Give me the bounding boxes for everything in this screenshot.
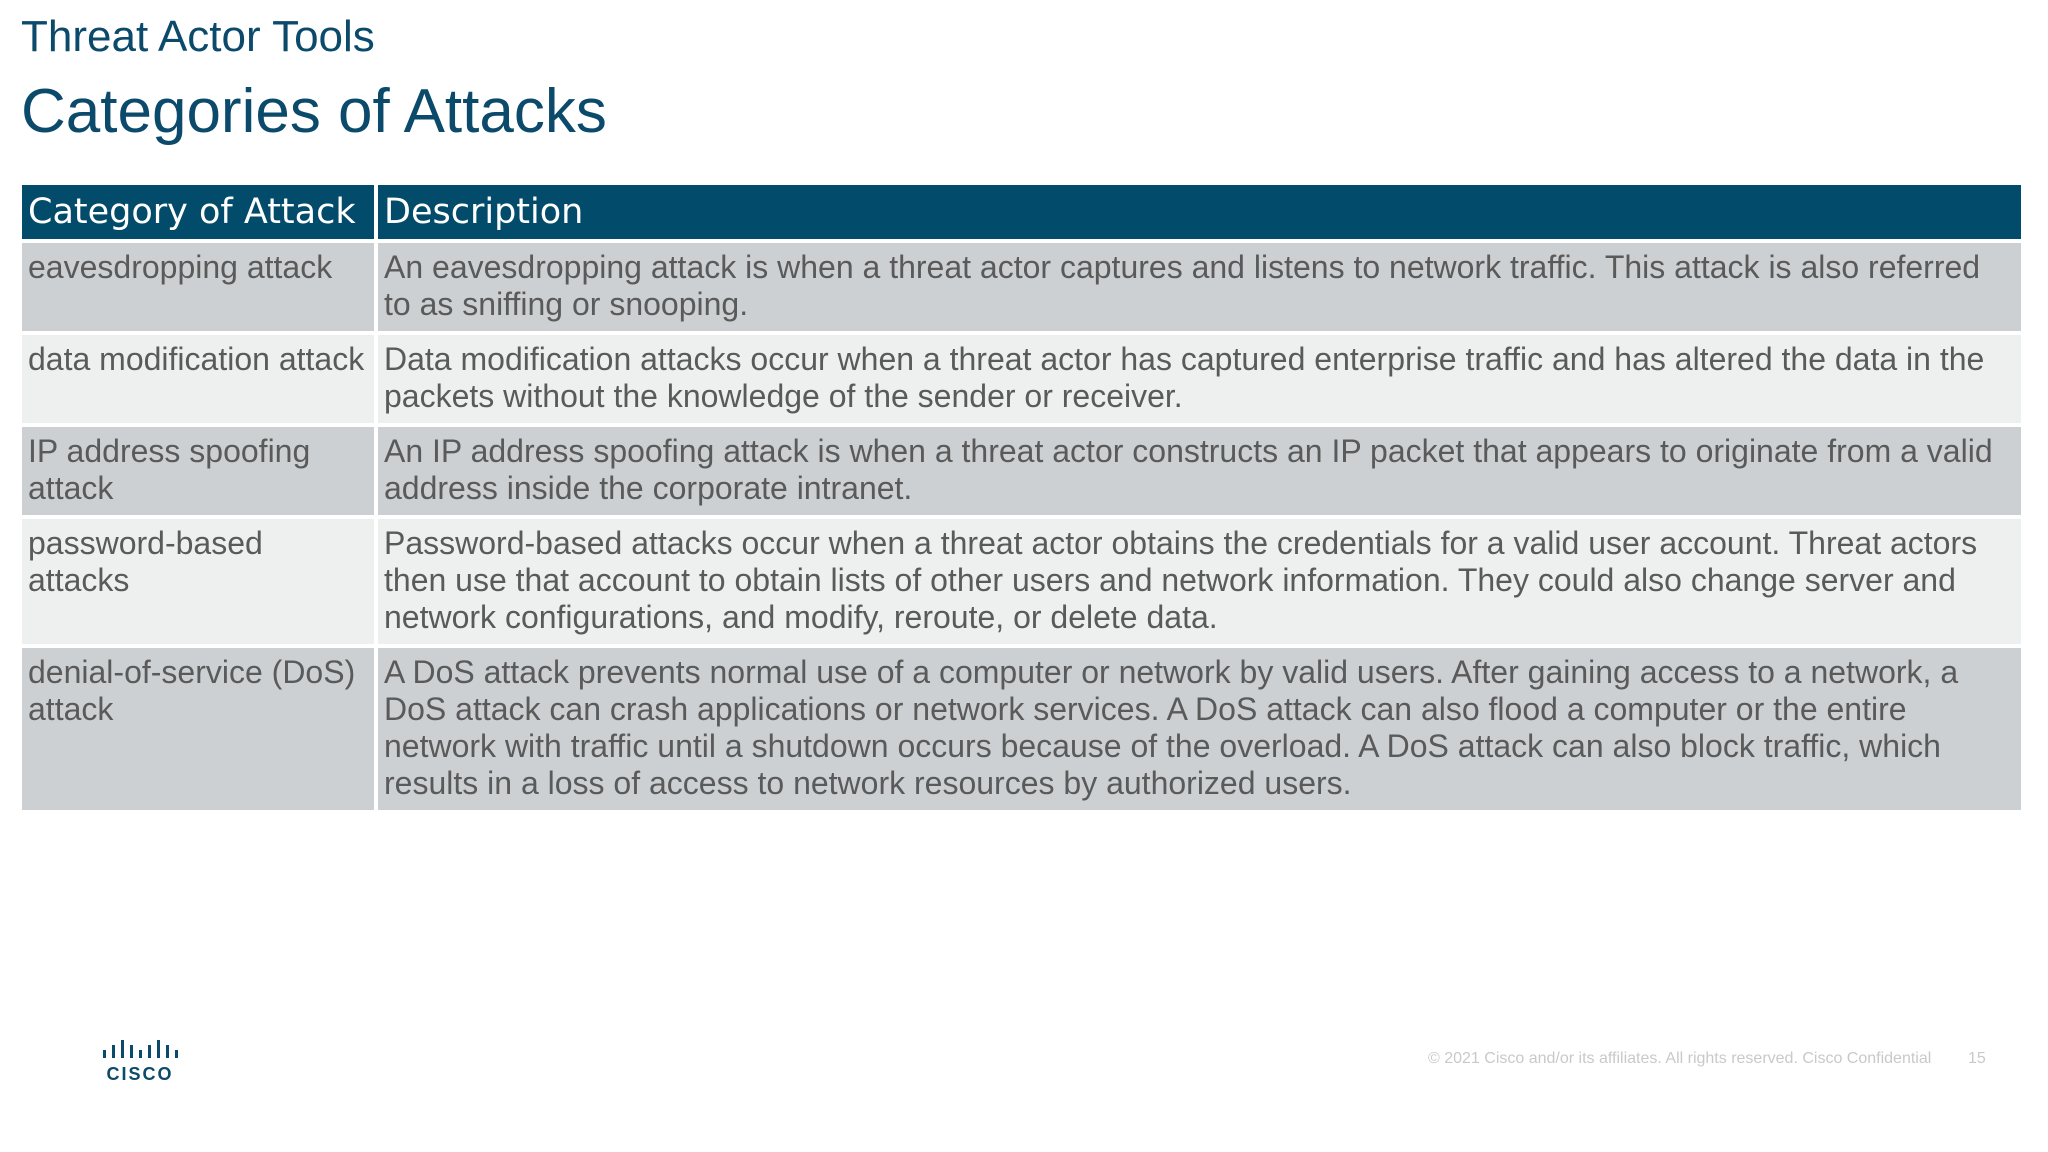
description-cell: An IP address spoofing attack is when a threat actor constructs an IP packet that appears to originate from a valid address inside the corporate intranet. (378, 427, 2021, 515)
category-cell: data modification attack (22, 335, 374, 423)
table-row (22, 335, 2021, 423)
table-row (22, 427, 2021, 515)
category-cell: eavesdropping attack (22, 243, 374, 331)
description-cell: Data modification attacks occur when a threat actor has captured enterprise traffic and has altered the data in the packets without the knowledge of the sender or receiver. (378, 335, 2021, 423)
cisco-logo-icon (100, 1040, 190, 1084)
category-cell: password-based attacks (22, 519, 374, 644)
table-row (22, 519, 2021, 644)
header-category: Category of Attack (22, 185, 374, 239)
description-cell: An eavesdropping attack is when a threat actor captures and listens to network traffic. This attack is also referred to as sniffing or snooping. (378, 243, 2021, 331)
category-cell: IP address spoofing attack (22, 427, 374, 515)
cisco-logo-text: CISCO (106, 1064, 174, 1084)
category-cell: denial-of-service (DoS) attack (22, 648, 374, 810)
description-cell: A DoS attack prevents normal use of a computer or network by valid users. After gaining access to a network, a DoS attack can crash applications or network services. A DoS attack can also flood a computer or the entire network with traffic until a shutdown occurs because of the overload. A DoS attack can also block traffic, which results in a loss of access to network resources by authorized users. (378, 648, 2021, 810)
slide-title: Categories of Attacks (21, 77, 607, 146)
description-cell: Password-based attacks occur when a threat actor obtains the credentials for a valid user account. Threat actors then use that account to obtain lists of other users and network information. They could also change server and network configurations, and modify, reroute, or delete data. (378, 519, 2021, 644)
attacks-table (18, 181, 2025, 814)
table-header-row (22, 185, 2021, 239)
copyright-notice: © 2021 Cisco and/or its affiliates. All rights reserved. Cisco Confidential (1428, 1050, 1932, 1067)
table-row (22, 243, 2021, 331)
page-number: 15 (1968, 1050, 1986, 1067)
table-row (22, 648, 2021, 810)
header-description: Description (378, 185, 2021, 239)
slide-subtitle: Threat Actor Tools (21, 12, 375, 61)
